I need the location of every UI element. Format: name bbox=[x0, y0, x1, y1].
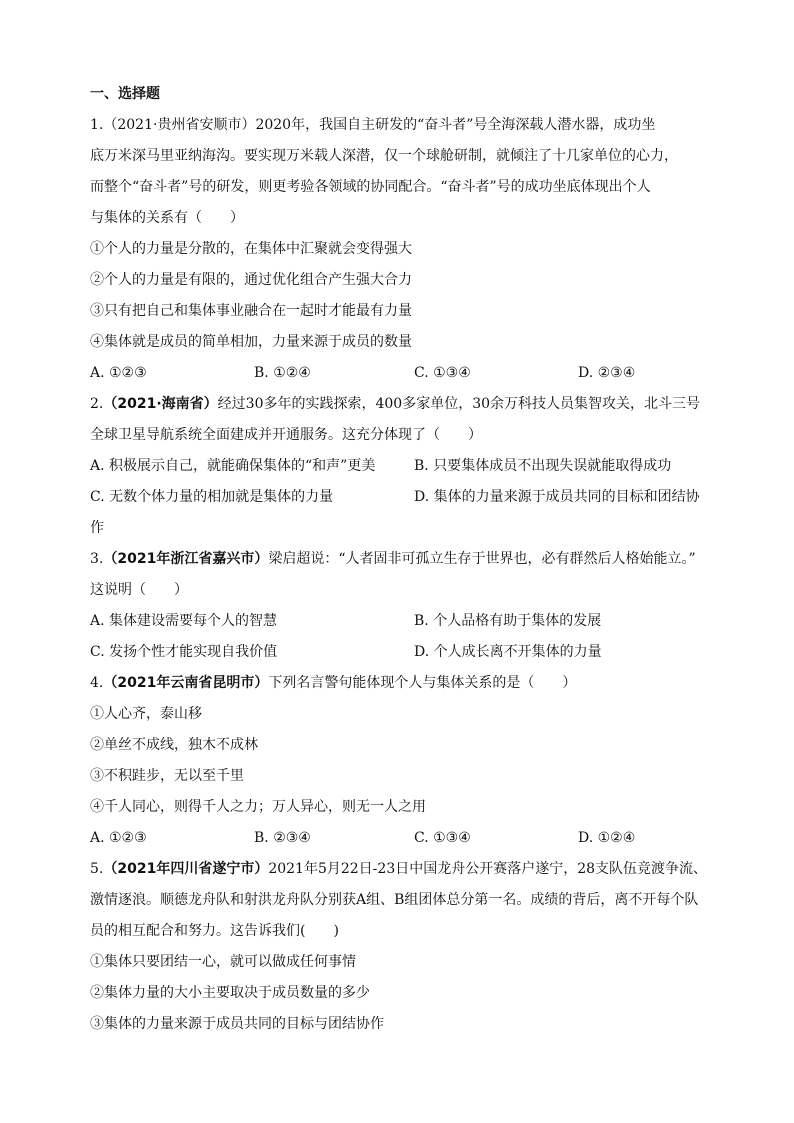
question-5-stem-line-2: 激情逐浪。顺德龙舟队和射洪龙舟队分别获A组、B组团体总分第一名。成绩的背后，离不开每个队 bbox=[90, 892, 699, 908]
question-2-stem-line-1 bbox=[90, 394, 700, 414]
question-4-item-2: ②单丝不成线，独木不成林 bbox=[90, 737, 258, 753]
question-1-item-1: ①个人的力量是分散的，在集体中汇聚就会变得强大 bbox=[90, 241, 412, 257]
question-source: （2021·海南省） bbox=[103, 396, 218, 412]
question-1-stem-line-4: 与集体的关系有（ ） bbox=[90, 210, 244, 226]
question-3-option-a[interactable]: A. 集体建设需要每个人的智慧 bbox=[90, 613, 278, 629]
section-title: 一、选择题 bbox=[90, 86, 160, 102]
question-1-item-4: ④集体就是成员的简单相加，力量来源于成员的数量 bbox=[90, 334, 412, 350]
question-2-option-d-wrap: 作 bbox=[90, 520, 104, 536]
question-1-option-c[interactable]: C. ①③④ bbox=[414, 365, 471, 381]
question-source: （2021年云南省昆明市） bbox=[103, 675, 269, 691]
question-source: （2021·贵州省安顺市） bbox=[103, 117, 256, 133]
question-text: 2021年5月22日-23日中国龙舟公开赛落户遂宁，28支队伍竞渡争流、 bbox=[268, 861, 708, 877]
question-number: 1. bbox=[90, 117, 104, 133]
question-3-stem-line-1 bbox=[90, 549, 696, 569]
question-4-option-a[interactable]: A. ①②③ bbox=[90, 830, 147, 846]
question-1-stem-line-2: 底万米深马里亚纳海沟。要实现万米载人深潜，仅一个球舱研制，就倾注了十几家单位的心力， bbox=[90, 148, 678, 164]
question-1-option-a[interactable]: A. ①②③ bbox=[90, 365, 147, 381]
question-2-option-a[interactable]: A. 积极展示自己，就能确保集体的“和声”更美 bbox=[90, 458, 376, 474]
question-2-option-c[interactable]: C. 无数个体力量的相加就是集体的力量 bbox=[90, 489, 334, 505]
question-text: 2020年，我国自主研发的“奋斗者”号全海深载人潜水器，成功坐 bbox=[255, 117, 656, 133]
question-4-item-1: ①人心齐，泰山移 bbox=[90, 706, 202, 722]
question-1-stem-line-3: 而整个“奋斗者”号的研发，则更考验各领域的协同配合。“奋斗者”号的成功坐底体现出个人 bbox=[90, 179, 651, 195]
question-2-option-d[interactable]: D. 集体的力量来源于成员共同的目标和团结协 bbox=[414, 489, 700, 505]
question-number: 5. bbox=[90, 861, 104, 877]
question-5-stem-line-3: 员的相互配合和努力。这告诉我们( ) bbox=[90, 923, 339, 939]
question-4-option-b[interactable]: B. ②③④ bbox=[254, 830, 311, 846]
question-source: （2021年四川省遂宁市） bbox=[103, 861, 269, 877]
question-5-stem-line-1 bbox=[90, 859, 707, 879]
question-3-option-c[interactable]: C. 发扬个性才能实现自我价值 bbox=[90, 644, 278, 660]
question-5-item-1: ①集体只要团结一心，就可以做成任何事情 bbox=[90, 954, 356, 970]
question-text: 下列名言警句能体现个人与集体关系的是（ ） bbox=[268, 675, 577, 691]
question-2-option-b[interactable]: B. 只要集体成员不出现失误就能取得成功 bbox=[414, 458, 672, 474]
question-number: 4. bbox=[90, 675, 104, 691]
question-2-stem-line-2: 全球卫星导航系统全面建成并开通服务。这充分体现了（ ） bbox=[90, 427, 482, 443]
question-text: 梁启超说：“人者固非可孤立生存于世界也，必有群然后人格始能立。” bbox=[268, 551, 696, 567]
question-5-item-3: ③集体的力量来源于成员共同的目标与团结协作 bbox=[90, 1016, 384, 1032]
question-1-option-d[interactable]: D. ②③④ bbox=[578, 365, 636, 381]
question-1-option-b[interactable]: B. ①②④ bbox=[254, 365, 311, 381]
question-1-stem-line-1 bbox=[90, 115, 655, 135]
question-number: 3. bbox=[90, 551, 104, 567]
question-number: 2. bbox=[90, 396, 104, 412]
question-4-option-c[interactable]: C. ①③④ bbox=[414, 830, 471, 846]
question-4-item-4: ④千人同心，则得千人之力；万人异心，则无一人之用 bbox=[90, 799, 426, 815]
question-1-item-2: ②个人的力量是有限的，通过优化组合产生强大合力 bbox=[90, 272, 412, 288]
question-5-item-2: ②集体力量的大小主要取决于成员数量的多少 bbox=[90, 985, 370, 1001]
question-3-stem-line-2: 这说明（ ） bbox=[90, 582, 188, 598]
question-4-item-3: ③不积跬步，无以至千里 bbox=[90, 768, 244, 784]
question-text: 经过30多年的实践探索，400多家单位，30余万科技人员集智攻关，北斗三号 bbox=[217, 396, 701, 412]
question-4-option-d[interactable]: D. ①②④ bbox=[578, 830, 636, 846]
question-4-stem-line-1 bbox=[90, 673, 576, 693]
question-source: （2021年浙江省嘉兴市） bbox=[103, 551, 269, 567]
question-1-item-3: ③只有把自己和集体事业融合在一起时才能最有力量 bbox=[90, 303, 412, 319]
question-3-option-d[interactable]: D. 个人成长离不开集体的力量 bbox=[414, 644, 602, 660]
question-3-option-b[interactable]: B. 个人品格有助于集体的发展 bbox=[414, 613, 602, 629]
